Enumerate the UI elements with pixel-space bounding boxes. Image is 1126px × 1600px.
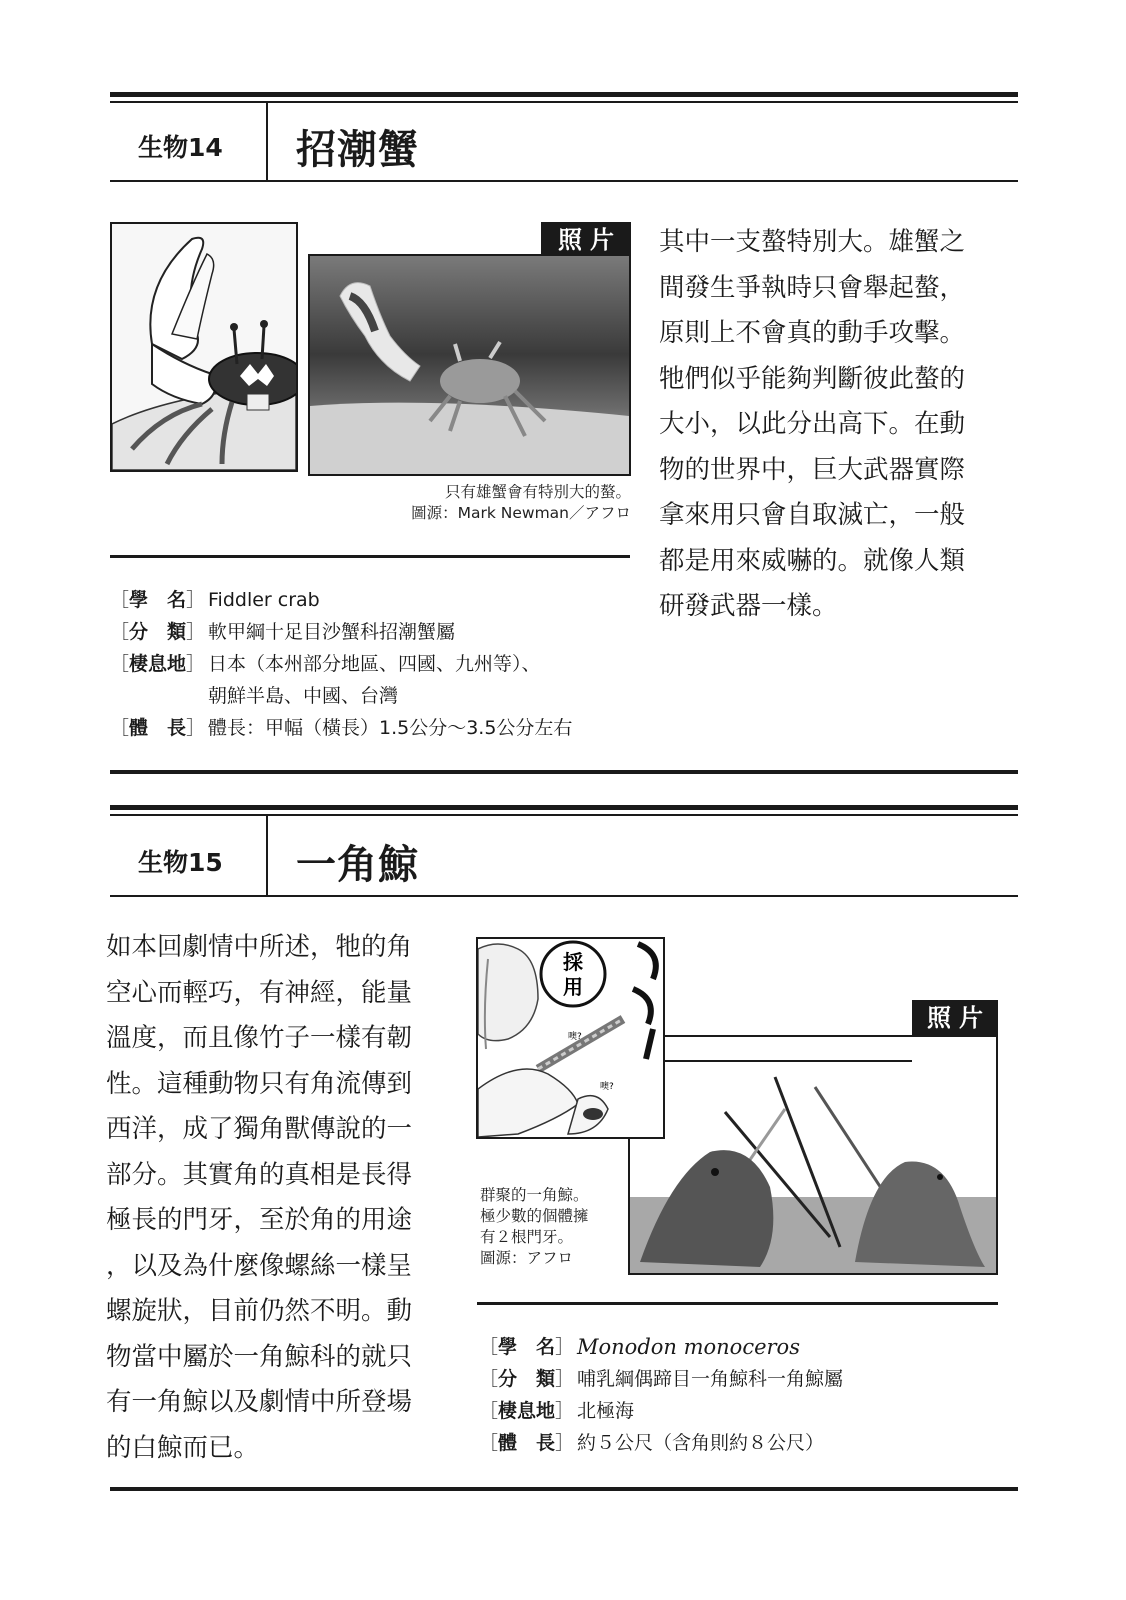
fact-label: ［體 長］ <box>110 717 206 739</box>
section-14-top-rule-thick <box>110 92 1018 97</box>
fact-label: ［學 名］ <box>110 589 206 611</box>
section-14-header-divider <box>266 102 268 182</box>
caption-line: 只有雄蟹會有特別大的螯。 <box>444 483 631 501</box>
body-line: ，以及為什麼像螺絲一樣呈 <box>106 1250 413 1281</box>
section-15-header-divider <box>266 815 268 896</box>
body-line: 間發生爭執時只會舉起螯， <box>659 272 966 303</box>
fact-scientific-name <box>110 584 572 616</box>
caption-line: 有２根門牙。 <box>480 1228 574 1246</box>
fact-body-length <box>110 712 572 744</box>
caption-credit: 圖源：Mark Newman／アフロ <box>411 504 631 522</box>
caption-line: 群聚的一角鯨。 <box>480 1186 589 1204</box>
manga-stamp-text: 採 <box>563 950 583 974</box>
body-line: 原則上不會真的動手攻擊。 <box>659 318 966 348</box>
section-14-photo-tag: 照片 <box>541 222 631 258</box>
body-line: 西洋，成了獨角獸傳說的一 <box>106 1114 413 1144</box>
section-15-number: 生物15 <box>138 848 223 877</box>
body-line: 極長的門牙，至於角的用途 <box>106 1205 413 1235</box>
section-15-title: 一角鯨 <box>296 842 419 888</box>
body-line: 拿來用只會自取滅亡，一般 <box>659 500 966 530</box>
photo-fiddler-crab <box>308 254 631 476</box>
section-14-title: 招潮蟹 <box>296 127 419 173</box>
body-line: 牠們似乎能夠判斷彼此螯的 <box>659 363 966 394</box>
fact-value: 軟甲綱十足目沙蟹科招潮蟹屬 <box>208 621 456 643</box>
body-line: 物的世界中，巨大武器實際 <box>659 454 966 485</box>
body-line: 都是用來威嚇的。就像人類 <box>659 545 966 576</box>
body-line: 性。這種動物只有角流傳到 <box>106 1068 413 1099</box>
fact-value: 日本（本州部分地區、四國、九州等）、 朝鮮半島、中國、台灣 <box>208 653 541 707</box>
body-line: 大小，以此分出高下。在動 <box>659 409 966 439</box>
section-14-header-bottom-rule <box>110 180 1018 182</box>
fact-value: 約５公尺（含角則約８公尺） <box>577 1432 825 1454</box>
fact-habitat <box>110 648 572 712</box>
fact-value: 哺乳綱偶蹄目一角鯨科一角鯨屬 <box>577 1368 844 1390</box>
caption-credit: 圖源：アフロ <box>480 1249 574 1267</box>
narwhals-photo-icon <box>630 1037 996 1273</box>
body-line: 研發武器一樣。 <box>659 591 838 621</box>
fact-label: ［棲息地］ <box>479 1400 575 1422</box>
section-14-facts-divider <box>110 555 630 558</box>
section-15-facts <box>479 1331 843 1459</box>
fact-habitat <box>479 1395 843 1427</box>
body-line: 有一角鯨以及劇情中所登場 <box>106 1387 413 1417</box>
body-line: 部分。其實角的真相是長得 <box>106 1159 413 1190</box>
section-15-top-rule-thin <box>110 814 1018 816</box>
body-line: 其中一支螯特別大。雄蟹之 <box>659 227 966 257</box>
fact-body-length <box>479 1427 843 1459</box>
fact-scientific-name <box>479 1331 843 1363</box>
section-14-photo-caption <box>398 482 631 524</box>
section-15-facts-divider <box>477 1302 998 1305</box>
panel-connector-line <box>665 1060 912 1062</box>
body-line: 如本回劇情中所述，牠的角 <box>106 932 413 962</box>
fact-classification <box>110 616 572 648</box>
photo-narwhals <box>628 1035 998 1275</box>
fact-value: Monodon monoceros <box>577 1335 800 1359</box>
manga-fiddler-crab-illustration <box>110 222 298 472</box>
fact-classification <box>479 1363 843 1395</box>
fact-label: ［分 類］ <box>479 1368 575 1390</box>
section-14-body-text <box>659 220 965 630</box>
fact-label: ［分 類］ <box>110 621 206 643</box>
section-15-body-text <box>106 925 412 1471</box>
section-15-photo-tag: 照片 <box>912 1000 998 1036</box>
body-line: 溫度，而且像竹子一樣有韌 <box>106 1023 413 1053</box>
svg-text:噢?: 噢? <box>568 1032 582 1042</box>
fact-value: 體長：甲幅（橫長）1.5公分～3.5公分左右 <box>208 717 573 739</box>
fact-label: ［學 名］ <box>479 1336 575 1358</box>
section-15-photo-caption <box>480 1185 589 1269</box>
fiddler-crab-drawing-icon <box>112 224 296 470</box>
caption-line: 極少數的個體擁 <box>480 1207 589 1225</box>
fact-value: 北極海 <box>577 1400 635 1422</box>
fact-label: ［體 長］ <box>479 1432 575 1454</box>
section-14-facts <box>110 584 572 744</box>
fact-label: ［棲息地］ <box>110 653 206 675</box>
section-15-header-bottom-rule <box>110 895 1018 897</box>
section-15-bottom-rule <box>110 1487 1018 1491</box>
fiddler-crab-photo-icon <box>310 256 629 474</box>
body-line: 物當中屬於一角鯨科的就只 <box>106 1341 413 1372</box>
section-15-top-rule-thick <box>110 805 1018 810</box>
body-line: 的白鯨而已。 <box>106 1432 260 1463</box>
section-14-number: 生物14 <box>138 133 223 162</box>
section-14-top-rule-thin <box>110 101 1018 103</box>
svg-text:噢?: 噢? <box>600 1082 614 1092</box>
svg-text:用: 用 <box>563 975 583 999</box>
section-14-bottom-rule <box>110 770 1018 774</box>
body-line: 螺旋狀，目前仍然不明。動 <box>106 1296 413 1326</box>
manga-character-with-tusk-icon <box>478 939 663 1137</box>
fact-value: Fiddler crab <box>208 589 320 611</box>
manga-narwhal-tusk-illustration <box>476 937 665 1139</box>
body-line: 空心而輕巧，有神經，能量 <box>106 977 413 1008</box>
